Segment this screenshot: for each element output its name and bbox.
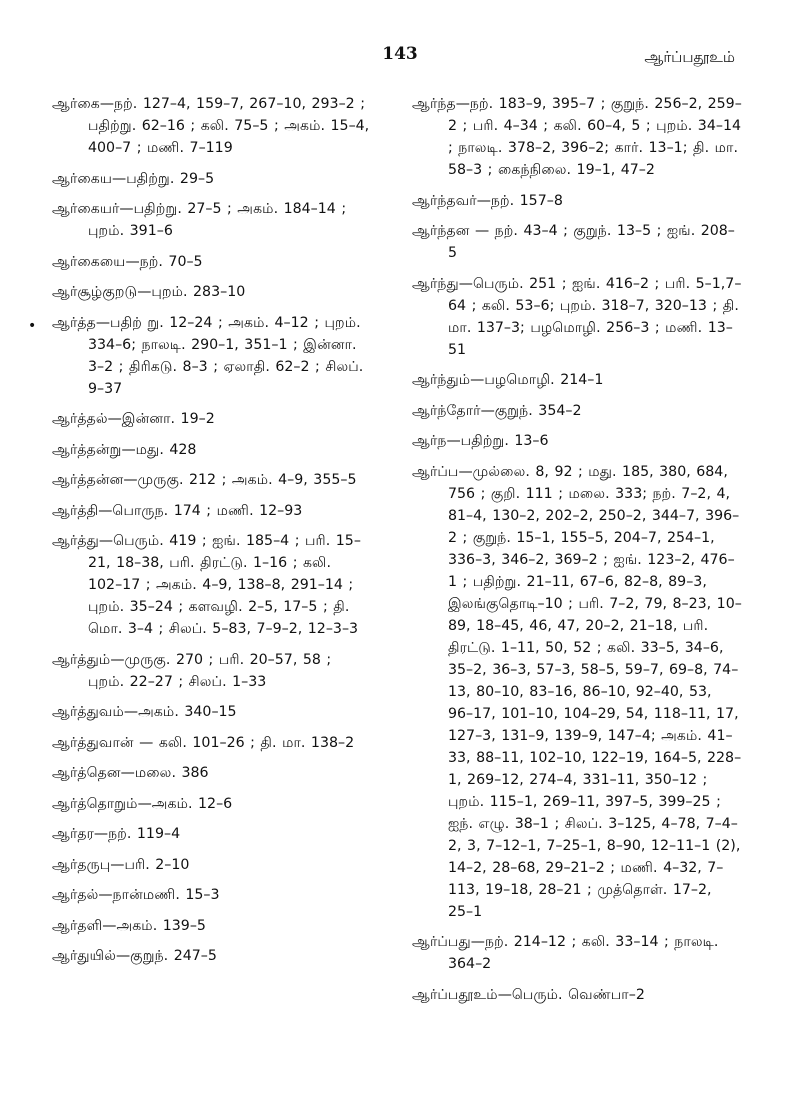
index-entry: ஆர்த்தல்—இன்னா. 19–2 [52,411,215,427]
index-entry: ஆர்ப்ப—முல்லை. 8, 92 ; மது. 185, 380, 684, 756 ; குறி. 111 ; மலை. 333; நற். 7–2, 4, 81–4, 130–2, 202–2, 250–2, 344–7, 396–2 ; குறுந். 15–1, 155–5, 204–7, 254–1, 336–3, 346–2, 369–2 ; ஐங். 123–2, 476–1 ; பதிற்று. 21–11, 67–6, 82–8, 89–3, இலங்குதொடி–10 ; பரி. 7–2, 79, 8–23, 10–89, 18–45, 46, 47, 20–2, 21–18, பரி. திரட்டு. 1–11, 50, 52 ; கலி. 33–5, 34–6, 35–2, 36–3, 57–3, 58–5, 59–7, 69–8, 74–13, 80–10, 83–16, 86–10, 92–40, 53, 96–17, 101–10, 104–29, 54, 118–11, 17, 127–3, 131–9, 139–9, 147–4; அகம். 41–33, 88–11, 102–10, 122–19, 164–5, 228–1, 269–12, 274–4, 331–11, 350–12 ; புறம். 115–1, 269–11, 397–5, 399–25 ; ஐந். எழு. 38–1 ; சிலப். 3–125, 4–78, 7–4–2, 3, 7–12–1, 7–25–1, 8–90, 12–11–1 (2), 14–2, 28–68, 29–21–2 ; மணி. 4–32, 7–113, 19–18, 28–21 ; முத்தொள். 17–2, 25–1 [412,463,742,920]
margin-mark: • [28,318,37,334]
index-entry: ஆர்ப்பதூஉம்—பெரும். வெண்பா–2 [412,986,645,1003]
index-entry: ஆர்த்தொறும்—அகம். 12–6 [52,795,233,812]
index-entry: ஆர்கைய—பதிற்று. 29–5 [52,170,215,187]
index-entry: ஆர்ந்தும்—பழமொழி. 214–1 [412,372,604,388]
index-entry: ஆர்துயில்—குறுந். 247–5 [52,948,217,964]
index-entry: ஆர்ந்து—பெரும். 251 ; ஐங். 416–2 ; பரி. 5–1,7–64 ; கலி. 53–6; புறம். 318–7, 320–13 ; தி. மா. 137–3; பழமொழி. 256–3 ; மணி. 13–51 [412,275,742,358]
index-entry: ஆர்தல்—நான்மணி. 15–3 [52,887,220,903]
left-column [52,93,370,976]
index-entry: ஆர்ந்தன — நற். 43–4 ; குறுந். 13–5 ; ஐங். 208–5 [412,223,735,261]
index-entry: ஆர்த்துவம்—அகம். 340–15 [52,704,237,720]
index-entry: ஆர்தருபு—பரி. 2–10 [52,856,190,873]
index-entry: ஆர்த்து—பெரும். 419 ; ஐங். 185–4 ; பரி. 15–21, 18–38, பரி. திரட்டு. 1–16 ; கலி. 102–17 ; அகம். 4–9, 138–8, 291–14 ; புறம். 35–24 ; களவழி. 2–5, 17–5 ; தி. மொ. 3–4 ; சிலப். 5–83, 7–9–2, 12–3–3 [52,533,361,637]
index-entry: ஆர்கை—நற். 127–4, 159–7, 267–10, 293–2 ; பதிற்று. 62–16 ; கலி. 75–5 ; அகம். 15–4, 400–7 ; மணி. 7–119 [52,96,370,156]
running-head: ஆர்ப்பதூஉம் [644,48,735,66]
index-entry: ஆர்ந்தோர்—குறுந். 354–2 [412,402,582,419]
index-entry: ஆர்கையை—நற். 70–5 [52,253,203,270]
right-column [412,93,742,1014]
index-entry: ஆர்த்த—பதிற் று. 12–24 ; அகம். 4–12 ; புறம். 334–6; நாலடி. 290–1, 351–1 ; இன்னா. 3–2 ; திரிகடு. 8–3 ; ஏலாதி. 62–2 ; சிலப். 9–37 [52,314,364,397]
index-entry: ஆர்ப்பது—நற். 214–12 ; கலி. 33–14 ; நாலடி. 364–2 [412,934,719,972]
page-number: 143 [382,44,418,64]
index-entry: ஆர்த்தி—பொருந. 174 ; மணி. 12–93 [52,502,303,519]
index-entry: ஆர்சூழ்குறடு—புறம். 283–10 [52,284,246,300]
index-entry: ஆர்த்துவான் — கலி. 101–26 ; தி. மா. 138–2 [52,734,355,751]
index-entry: ஆர்ந்த—நற். 183–9, 395–7 ; குறுந். 256–2, 259–2 ; பரி. 4–34 ; கலி. 60–4, 5 ; புறம். 34–14 ; நாலடி. 378–2, 396–2; கார். 13–1; தி. மா. 58–3 ; கைந்நிலை. 19–1, 47–2 [412,96,742,178]
index-entry: ஆர்த்தன்ன—முருகு. 212 ; அகம். 4–9, 355–5 [52,472,357,488]
index-entry: ஆர்தளி—அகம். 139–5 [52,917,206,934]
index-entry: ஆர்த்தும்—முருகு. 270 ; பரி. 20–57, 58 ; புறம். 22–27 ; சிலப். 1–33 [52,651,332,690]
index-entry: ஆர்ந்தவர்—நற். 157–8 [412,192,563,209]
index-entry: ஆர்ந—பதிற்று. 13–6 [412,433,549,449]
index-entry: ஆர்த்தென—மலை. 386 [52,765,209,781]
index-entry: ஆர்த்தன்று—மது. 428 [52,441,197,458]
index-entry: ஆர்கையர்—பதிற்று. 27–5 ; அகம். 184–14 ; புறம். 391–6 [52,201,347,239]
index-entry: ஆர்தர—நற். 119–4 [52,826,181,842]
